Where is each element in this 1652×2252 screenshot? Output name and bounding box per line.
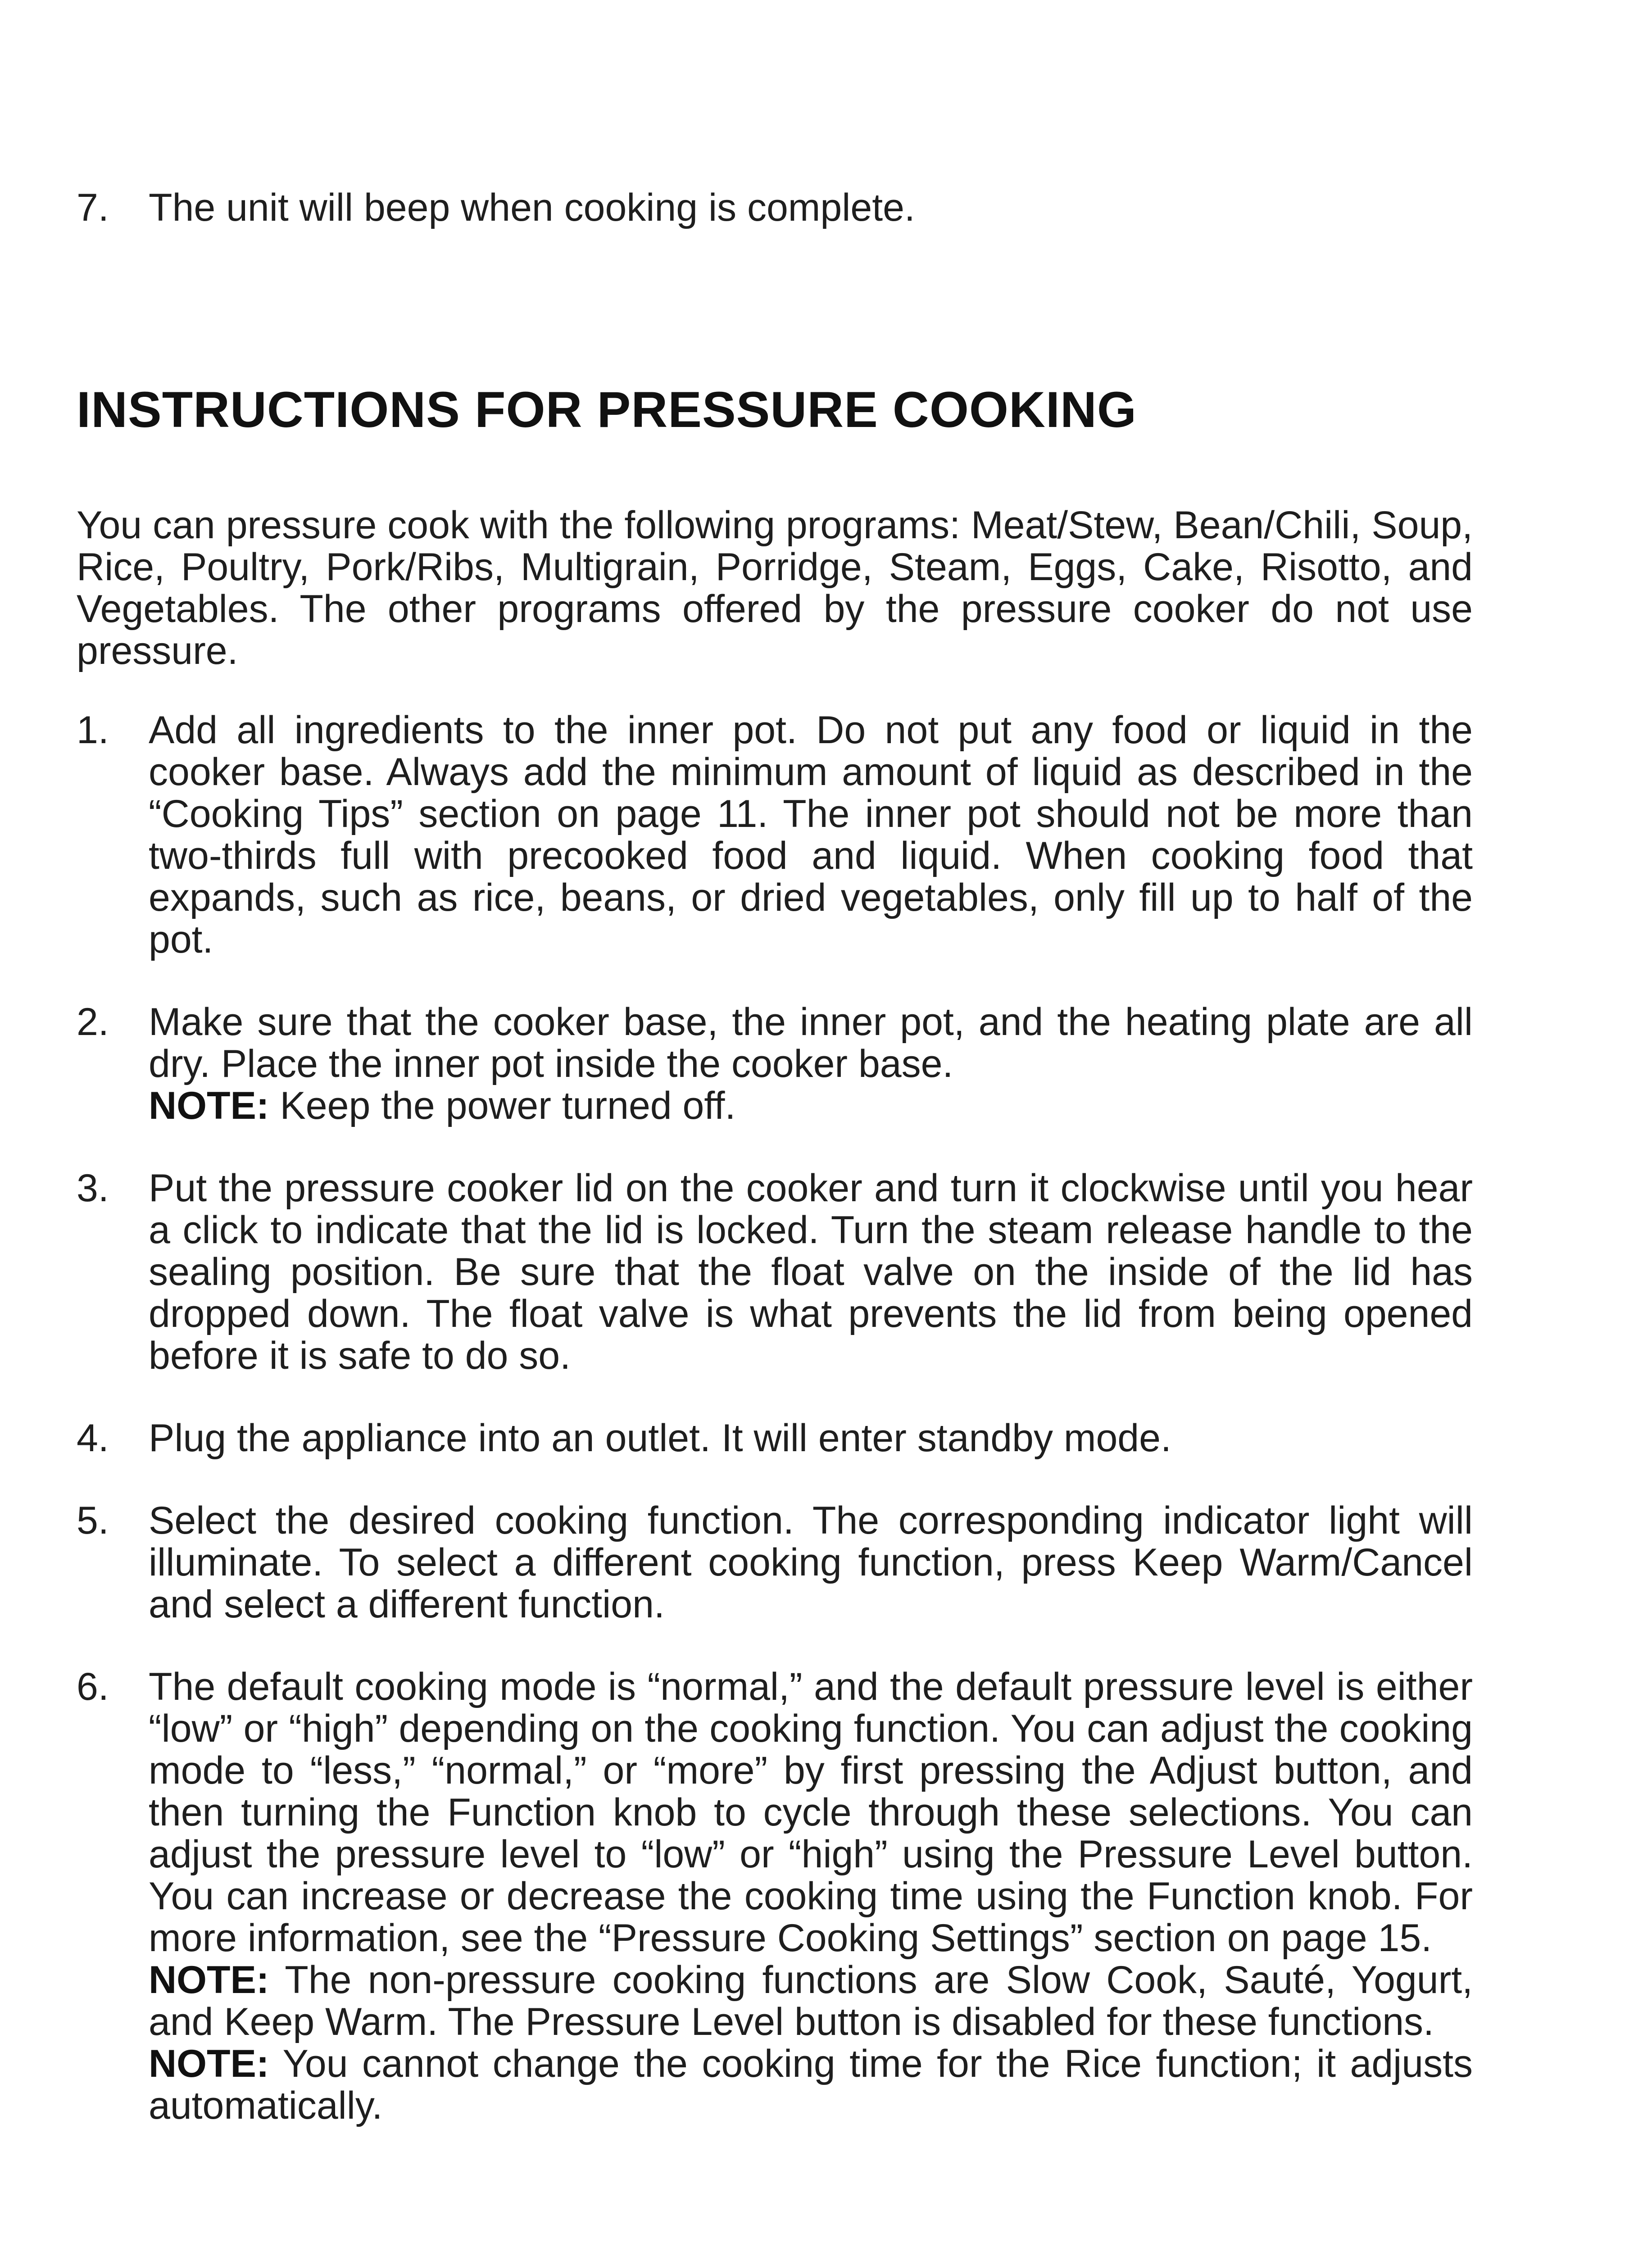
step-number: 7. xyxy=(77,186,109,229)
step-7 xyxy=(77,187,1473,229)
step-content xyxy=(149,1001,1473,1127)
step-text: Select the desired cooking function. The corresponding indicator light will illuminate. To select a different cooking function, press Keep Warm/Cancel and select a different function. xyxy=(149,1499,1473,1626)
step-5 xyxy=(77,1500,1473,1625)
step-6 xyxy=(77,1666,1473,2127)
step-1 xyxy=(77,709,1473,961)
step-text: Plug the appliance into an outlet. It will enter standby mode. xyxy=(149,1417,1171,1460)
step-3 xyxy=(77,1167,1473,1377)
manual-page xyxy=(77,0,1473,2252)
note-text: The non-pressure cooking functions are Slow Cook, Sauté, Yogurt, and Keep Warm. The Pressure Level button is disabled for these functions. xyxy=(149,1958,1473,2043)
step-content xyxy=(149,1167,1473,1377)
note xyxy=(149,1959,1473,2043)
step-number: 3. xyxy=(77,1167,109,1210)
step-number: 2. xyxy=(77,1000,109,1044)
section-heading: INSTRUCTIONS FOR PRESSURE COOKING xyxy=(77,381,1137,438)
note-label: NOTE: xyxy=(149,2042,269,2085)
step-number: 5. xyxy=(77,1499,109,1542)
step-number: 4. xyxy=(77,1417,109,1460)
step-content xyxy=(149,709,1473,961)
step-text: Put the pressure cooker lid on the cooker and turn it clockwise until you hear a click to indicate that the lid is locked. Turn the steam release handle to the sealing position. Be sure that the float valve on the inside of the lid has dropped down. The float valve is what prevents the lid from being opened before it is safe to do so. xyxy=(149,1167,1473,1377)
note-label: NOTE: xyxy=(149,1958,269,2002)
step-4 xyxy=(77,1417,1473,1459)
note-text: You cannot change the cooking time for the Rice function; it adjusts automatically. xyxy=(149,2042,1473,2127)
note xyxy=(149,2043,1473,2127)
note xyxy=(149,1085,1473,1127)
step-number: 6. xyxy=(77,1665,109,1708)
step-content xyxy=(149,1500,1473,1625)
steps-list xyxy=(77,709,1473,2167)
step-text: The default cooking mode is “normal,” and the default pressure level is either “low” or “high” depending on the cooking function. You can adjust the cooking mode to “less,” “normal,” or “more” by first pressing the Adjust button, and then turning the Function knob to cycle through these selections. You can adjust the pressure level to “low” or “high” using the Pressure Level button. You can increase or decrease the cooking time using the Function knob. For more information, see the “Pressure Cooking Settings” section on page 15. xyxy=(149,1665,1473,1960)
step-text: Add all ingredients to the inner pot. Do not put any food or liquid in the cooker base. Always add the minimum amount of liquid as described in the “Cooking Tips” section on page 11. The inner pot should not be more than two-thirds full with precooked food and liquid. When cooking food that expands, such as rice, beans, or dried vegetables, only fill up to half of the pot. xyxy=(149,708,1473,961)
step-text: Make sure that the cooker base, the inner pot, and the heating plate are all dry. Place the inner pot inside the cooker base. xyxy=(149,1000,1473,1085)
step-number: 1. xyxy=(77,708,109,752)
note-text: Keep the power turned off. xyxy=(269,1084,736,1127)
intro-paragraph: You can pressure cook with the following programs: Meat/Stew, Bean/Chili, Soup, Rice, Poultry, Pork/Ribs, Multigrain, Porridge, Steam, Eggs, Cake, Risotto, and Vegetables. The other programs offered by the pressure cooker do not use pressure. xyxy=(77,504,1473,672)
note-label: NOTE: xyxy=(149,1084,269,1127)
step-2 xyxy=(77,1001,1473,1127)
step-content xyxy=(149,1666,1473,2127)
step-content xyxy=(149,1417,1473,1459)
step-text: The unit will beep when cooking is complete. xyxy=(149,186,915,229)
